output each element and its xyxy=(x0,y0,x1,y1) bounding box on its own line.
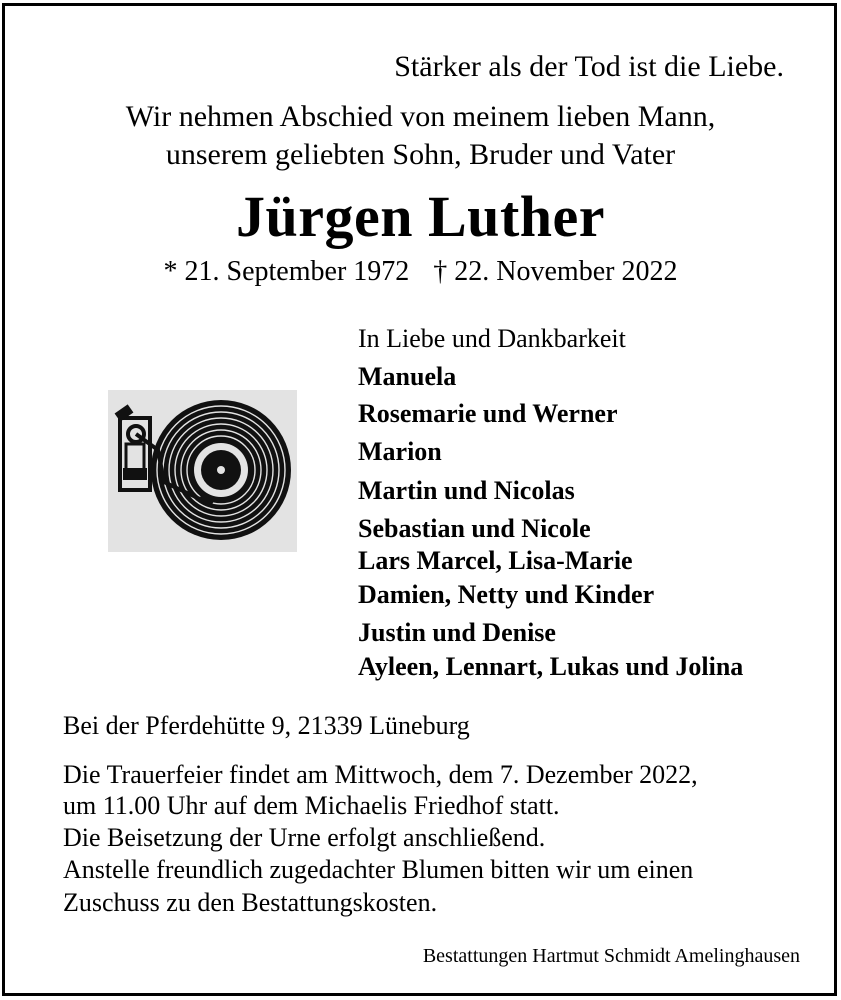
mourner-name: Sebastian und Nicole xyxy=(358,514,591,543)
address: Bei der Pferdehütte 9, 21339 Lüneburg xyxy=(63,711,470,740)
record-player-icon xyxy=(108,390,297,552)
notice-line: Anstelle freundlich zugedachter Blumen bitten wir um einen xyxy=(63,855,694,884)
mourners-lead: In Liebe und Dankbarkeit xyxy=(358,324,626,353)
deceased-name: Jürgen Luther xyxy=(236,184,605,249)
mourner-name: Ayleen, Lennart, Lukas und Jolina xyxy=(358,652,744,681)
life-dates xyxy=(0,258,841,286)
notice-line: Die Trauerfeier findet am Mittwoch, dem 7. Dezember 2022, xyxy=(63,760,698,789)
notice-line: Die Beisetzung der Urne erfolgt anschließend. xyxy=(63,823,546,852)
notice-line: um 11.00 Uhr auf dem Michaelis Friedhof statt. xyxy=(63,791,560,820)
motto: Stärker als der Tod ist die Liebe. xyxy=(394,50,784,83)
mourner-name: Damien, Netty und Kinder xyxy=(358,580,655,609)
mourner-name: Lars Marcel, Lisa-Marie xyxy=(358,546,633,575)
intro-line-2: unserem geliebten Sohn, Bruder und Vater xyxy=(165,138,676,171)
notice-line: Zuschuss zu den Bestattungskosten. xyxy=(63,888,438,917)
mourner-name: Martin und Nicolas xyxy=(358,476,575,505)
mourner-name: Marion xyxy=(358,437,442,466)
birth-date: * 21. September 1972 xyxy=(163,256,410,287)
intro-line-1: Wir nehmen Abschied von meinem lieben Mann, xyxy=(125,100,716,133)
mourner-name: Justin und Denise xyxy=(358,618,556,647)
mourner-name: Rosemarie und Werner xyxy=(358,399,618,428)
funeral-home: Bestattungen Hartmut Schmidt Amelinghausen xyxy=(422,945,800,967)
mourner-name: Manuela xyxy=(358,362,457,391)
death-date: † 22. November 2022 xyxy=(433,256,678,287)
